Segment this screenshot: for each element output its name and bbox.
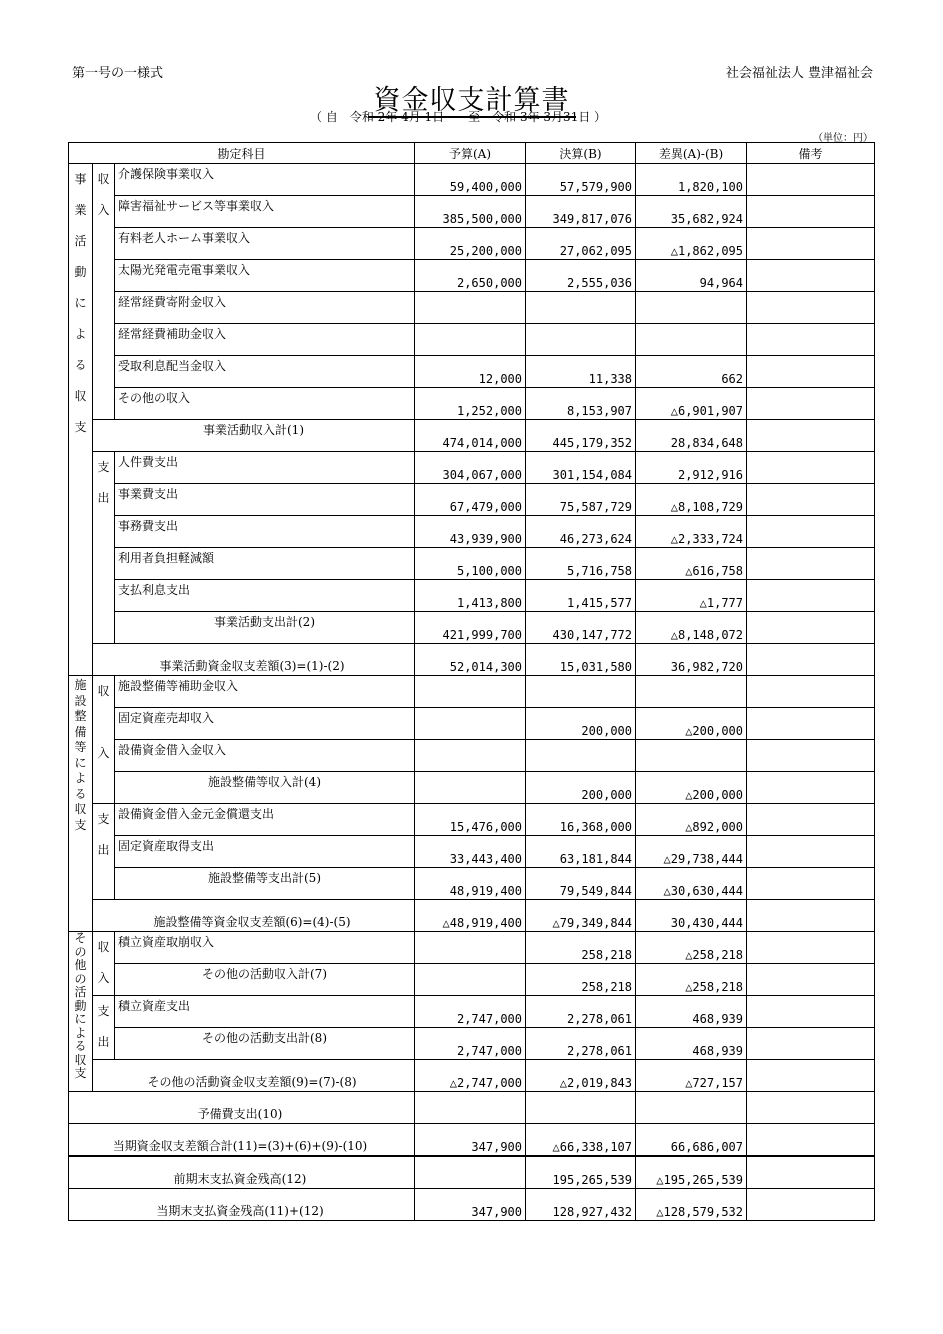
diff-value: 66,686,007 bbox=[636, 1124, 747, 1156]
row-label: 太陽光発電売電事業収入 bbox=[115, 260, 415, 292]
note-cell bbox=[747, 292, 875, 324]
budget-value: 347,900 bbox=[415, 1189, 526, 1221]
row-label: その他の活動資金収支差額(9)=(7)-(8) bbox=[93, 1060, 415, 1092]
note-cell bbox=[747, 452, 875, 484]
actual-value: 46,273,624 bbox=[526, 516, 636, 548]
diff-value: 468,939 bbox=[636, 996, 747, 1028]
budget-value: 52,014,300 bbox=[415, 644, 526, 676]
budget-value bbox=[415, 932, 526, 964]
table-row bbox=[69, 196, 875, 228]
budget-value: 1,413,800 bbox=[415, 580, 526, 612]
row-label: 事業費支出 bbox=[115, 484, 415, 516]
row-label: その他の活動収入計(7) bbox=[115, 964, 415, 996]
budget-value: 15,476,000 bbox=[415, 804, 526, 836]
subtotal-row bbox=[69, 964, 875, 996]
diff-value: △616,758 bbox=[636, 548, 747, 580]
actual-value: 57,579,900 bbox=[526, 164, 636, 196]
net-row bbox=[69, 644, 875, 676]
expense-label: 支 出 bbox=[93, 996, 115, 1060]
header-item: 勘定科目 bbox=[69, 143, 415, 164]
budget-value bbox=[415, 292, 526, 324]
actual-value: 16,368,000 bbox=[526, 804, 636, 836]
diff-value bbox=[636, 324, 747, 356]
diff-value bbox=[636, 1092, 747, 1124]
table-row bbox=[69, 484, 875, 516]
diff-value: △8,108,729 bbox=[636, 484, 747, 516]
diff-value: 468,939 bbox=[636, 1028, 747, 1060]
row-label: 利用者負担軽減額 bbox=[115, 548, 415, 580]
organization-name: 社会福祉法人 豊津福祉会 bbox=[725, 66, 873, 81]
budget-value bbox=[415, 676, 526, 708]
diff-value bbox=[636, 740, 747, 772]
note-cell bbox=[747, 1157, 875, 1189]
row-label: 当期資金収支差額合計(11)=(3)+(6)+(9)-(10) bbox=[69, 1124, 415, 1156]
actual-value bbox=[526, 740, 636, 772]
note-cell bbox=[747, 516, 875, 548]
net-row bbox=[69, 1060, 875, 1092]
table-row bbox=[69, 388, 875, 420]
row-label: 支払利息支出 bbox=[115, 580, 415, 612]
budget-value: 5,100,000 bbox=[415, 548, 526, 580]
budget-value: 67,479,000 bbox=[415, 484, 526, 516]
budget-value: △2,747,000 bbox=[415, 1060, 526, 1092]
row-label: 予備費支出(10) bbox=[69, 1092, 415, 1124]
diff-value: △892,000 bbox=[636, 804, 747, 836]
budget-value: 2,747,000 bbox=[415, 1028, 526, 1060]
note-cell bbox=[747, 164, 875, 196]
diff-value: △258,218 bbox=[636, 932, 747, 964]
table-row bbox=[69, 676, 875, 708]
budget-value: 33,443,400 bbox=[415, 836, 526, 868]
table-row bbox=[69, 292, 875, 324]
row-label: 施設整備等支出計(5) bbox=[115, 868, 415, 900]
budget-value: △48,919,400 bbox=[415, 900, 526, 932]
budget-value bbox=[415, 772, 526, 804]
row-label: 施設整備等収入計(4) bbox=[115, 772, 415, 804]
note-cell bbox=[747, 420, 875, 452]
table-header-row bbox=[69, 143, 875, 164]
budget-value: 2,747,000 bbox=[415, 996, 526, 1028]
actual-value: 349,817,076 bbox=[526, 196, 636, 228]
actual-value: 75,587,729 bbox=[526, 484, 636, 516]
note-cell bbox=[747, 484, 875, 516]
table-row bbox=[69, 836, 875, 868]
note-cell bbox=[747, 580, 875, 612]
row-label: 事業活動支出計(2) bbox=[115, 612, 415, 644]
period-total-row bbox=[69, 1124, 875, 1156]
row-label: その他の収入 bbox=[115, 388, 415, 420]
reserve-row bbox=[69, 1092, 875, 1124]
subtotal-row bbox=[69, 420, 875, 452]
table-row bbox=[69, 804, 875, 836]
table-row bbox=[69, 548, 875, 580]
actual-value: 2,278,061 bbox=[526, 996, 636, 1028]
note-cell bbox=[747, 388, 875, 420]
diff-value: 36,982,720 bbox=[636, 644, 747, 676]
row-label: 有料老人ホーム事業収入 bbox=[115, 228, 415, 260]
row-label: 固定資産取得支出 bbox=[115, 836, 415, 868]
income-label: 収 入 bbox=[93, 164, 115, 420]
section-other-label: そ の 他 の 活 動 に よ る 収 支 bbox=[69, 932, 93, 1092]
row-label: 積立資産支出 bbox=[115, 996, 415, 1028]
budget-value bbox=[415, 1157, 526, 1189]
note-cell bbox=[747, 676, 875, 708]
subtotal-row bbox=[69, 612, 875, 644]
row-label: 事務費支出 bbox=[115, 516, 415, 548]
note-cell bbox=[747, 740, 875, 772]
diff-value: 28,834,648 bbox=[636, 420, 747, 452]
budget-value: 43,939,900 bbox=[415, 516, 526, 548]
actual-value: △2,019,843 bbox=[526, 1060, 636, 1092]
actual-value: 258,218 bbox=[526, 932, 636, 964]
actual-value bbox=[526, 292, 636, 324]
diff-value: △30,630,444 bbox=[636, 868, 747, 900]
row-label: 積立資産取崩収入 bbox=[115, 932, 415, 964]
row-label: 事業活動資金収支差額(3)=(1)-(2) bbox=[93, 644, 415, 676]
row-label: 設備資金借入金収入 bbox=[115, 740, 415, 772]
budget-value: 1,252,000 bbox=[415, 388, 526, 420]
diff-value: △1,777 bbox=[636, 580, 747, 612]
header-budget: 予算(A) bbox=[415, 143, 526, 164]
note-cell bbox=[747, 996, 875, 1028]
row-label: 施設整備等資金収支差額(6)=(4)-(5) bbox=[93, 900, 415, 932]
subtotal-row bbox=[69, 868, 875, 900]
actual-value: 8,153,907 bbox=[526, 388, 636, 420]
table-row bbox=[69, 324, 875, 356]
actual-value bbox=[526, 324, 636, 356]
balance-table bbox=[68, 1156, 875, 1221]
note-cell bbox=[747, 1189, 875, 1221]
note-cell bbox=[747, 548, 875, 580]
actual-value: 11,338 bbox=[526, 356, 636, 388]
diff-value: △727,157 bbox=[636, 1060, 747, 1092]
actual-value: 15,031,580 bbox=[526, 644, 636, 676]
table-row bbox=[69, 164, 875, 196]
actual-value: 2,278,061 bbox=[526, 1028, 636, 1060]
note-cell bbox=[747, 644, 875, 676]
diff-value: 30,430,444 bbox=[636, 900, 747, 932]
prev-balance-row bbox=[69, 1157, 875, 1189]
diff-value: 2,912,916 bbox=[636, 452, 747, 484]
row-label: 障害福祉サービス等事業収入 bbox=[115, 196, 415, 228]
note-cell bbox=[747, 772, 875, 804]
actual-value bbox=[526, 1092, 636, 1124]
table-row bbox=[69, 260, 875, 292]
note-cell bbox=[747, 228, 875, 260]
note-cell bbox=[747, 356, 875, 388]
budget-value: 25,200,000 bbox=[415, 228, 526, 260]
row-label: 事業活動収入計(1) bbox=[93, 420, 415, 452]
budget-value: 48,919,400 bbox=[415, 868, 526, 900]
fiscal-period: （ 自 令和 2年 4月 1日 至 令和 3年 3月31日 ） bbox=[310, 110, 607, 124]
section-facility-label: 施 設 整 備 等 に よ る 収 支 bbox=[69, 676, 93, 932]
header-diff: 差異(A)-(B) bbox=[636, 143, 747, 164]
subtotal-row bbox=[69, 1028, 875, 1060]
row-label: 経常経費補助金収入 bbox=[115, 324, 415, 356]
table-row bbox=[69, 228, 875, 260]
budget-value: 59,400,000 bbox=[415, 164, 526, 196]
budget-value bbox=[415, 708, 526, 740]
note-cell bbox=[747, 260, 875, 292]
row-label: 経常経費寄附金収入 bbox=[115, 292, 415, 324]
row-label: 受取利息配当金収入 bbox=[115, 356, 415, 388]
diff-value: △1,862,095 bbox=[636, 228, 747, 260]
unit-label: （単位：円） bbox=[813, 133, 873, 144]
diff-value: △195,265,539 bbox=[636, 1157, 747, 1189]
row-label: 固定資産売却収入 bbox=[115, 708, 415, 740]
header-actual: 決算(B) bbox=[526, 143, 636, 164]
table-row bbox=[69, 932, 875, 964]
note-cell bbox=[747, 868, 875, 900]
actual-value: 200,000 bbox=[526, 708, 636, 740]
income-label: 収 入 bbox=[93, 932, 115, 996]
table-row bbox=[69, 356, 875, 388]
diff-value: △2,333,724 bbox=[636, 516, 747, 548]
budget-value bbox=[415, 324, 526, 356]
cash-flow-table bbox=[68, 142, 875, 1156]
actual-value: 5,716,758 bbox=[526, 548, 636, 580]
budget-value bbox=[415, 964, 526, 996]
note-cell bbox=[747, 804, 875, 836]
budget-value: 385,500,000 bbox=[415, 196, 526, 228]
budget-value: 474,014,000 bbox=[415, 420, 526, 452]
row-label: 介護保険事業収入 bbox=[115, 164, 415, 196]
note-cell bbox=[747, 1092, 875, 1124]
diff-value: △200,000 bbox=[636, 772, 747, 804]
diff-value: △8,148,072 bbox=[636, 612, 747, 644]
note-cell bbox=[747, 1060, 875, 1092]
actual-value: 2,555,036 bbox=[526, 260, 636, 292]
table-row bbox=[69, 708, 875, 740]
actual-value: 128,927,432 bbox=[526, 1189, 636, 1221]
row-label: 人件費支出 bbox=[115, 452, 415, 484]
budget-value: 421,999,700 bbox=[415, 612, 526, 644]
note-cell bbox=[747, 324, 875, 356]
diff-value: △200,000 bbox=[636, 708, 747, 740]
note-cell bbox=[747, 196, 875, 228]
diff-value bbox=[636, 676, 747, 708]
net-row bbox=[69, 900, 875, 932]
row-label: 前期末支払資金残高(12) bbox=[69, 1157, 415, 1189]
table-row bbox=[69, 452, 875, 484]
diff-value: △258,218 bbox=[636, 964, 747, 996]
row-label: 設備資金借入金元金償還支出 bbox=[115, 804, 415, 836]
actual-value: 27,062,095 bbox=[526, 228, 636, 260]
table-row bbox=[69, 580, 875, 612]
curr-balance-row bbox=[69, 1189, 875, 1221]
expense-label: 支 出 bbox=[93, 804, 115, 900]
diff-value: 1,820,100 bbox=[636, 164, 747, 196]
income-label: 収 入 bbox=[93, 676, 115, 804]
note-cell bbox=[747, 900, 875, 932]
diff-value bbox=[636, 292, 747, 324]
row-label: その他の活動支出計(8) bbox=[115, 1028, 415, 1060]
actual-value: 200,000 bbox=[526, 772, 636, 804]
budget-value: 12,000 bbox=[415, 356, 526, 388]
actual-value: 445,179,352 bbox=[526, 420, 636, 452]
row-label: 当期末支払資金残高(11)+(12) bbox=[69, 1189, 415, 1221]
diff-value: △6,901,907 bbox=[636, 388, 747, 420]
diff-value: 35,682,924 bbox=[636, 196, 747, 228]
actual-value: 258,218 bbox=[526, 964, 636, 996]
actual-value: 1,415,577 bbox=[526, 580, 636, 612]
header-note: 備考 bbox=[747, 143, 875, 164]
expense-label: 支 出 bbox=[93, 452, 115, 644]
subtotal-row bbox=[69, 772, 875, 804]
note-cell bbox=[747, 708, 875, 740]
note-cell bbox=[747, 1124, 875, 1156]
document-title-text: 資金収支計算書 bbox=[368, 85, 576, 118]
note-cell bbox=[747, 612, 875, 644]
diff-value: △29,738,444 bbox=[636, 836, 747, 868]
actual-value: 430,147,772 bbox=[526, 612, 636, 644]
section-business-label: 事 業 活 動 に よ る 収 支 bbox=[69, 164, 93, 676]
form-number: 第一号の一様式 bbox=[72, 66, 164, 81]
actual-value: △66,338,107 bbox=[526, 1124, 636, 1156]
diff-value: 94,964 bbox=[636, 260, 747, 292]
note-cell bbox=[747, 1028, 875, 1060]
note-cell bbox=[747, 964, 875, 996]
budget-value bbox=[415, 1092, 526, 1124]
table-row bbox=[69, 740, 875, 772]
table-row bbox=[69, 516, 875, 548]
budget-value: 347,900 bbox=[415, 1124, 526, 1156]
actual-value: 301,154,084 bbox=[526, 452, 636, 484]
actual-value: 63,181,844 bbox=[526, 836, 636, 868]
note-cell bbox=[747, 932, 875, 964]
actual-value: 79,549,844 bbox=[526, 868, 636, 900]
budget-value: 304,067,000 bbox=[415, 452, 526, 484]
note-cell bbox=[747, 836, 875, 868]
row-label: 施設整備等補助金収入 bbox=[115, 676, 415, 708]
budget-value bbox=[415, 740, 526, 772]
table-row bbox=[69, 996, 875, 1028]
actual-value: 195,265,539 bbox=[526, 1157, 636, 1189]
diff-value: 662 bbox=[636, 356, 747, 388]
budget-value: 2,650,000 bbox=[415, 260, 526, 292]
actual-value: △79,349,844 bbox=[526, 900, 636, 932]
diff-value: △128,579,532 bbox=[636, 1189, 747, 1221]
actual-value bbox=[526, 676, 636, 708]
